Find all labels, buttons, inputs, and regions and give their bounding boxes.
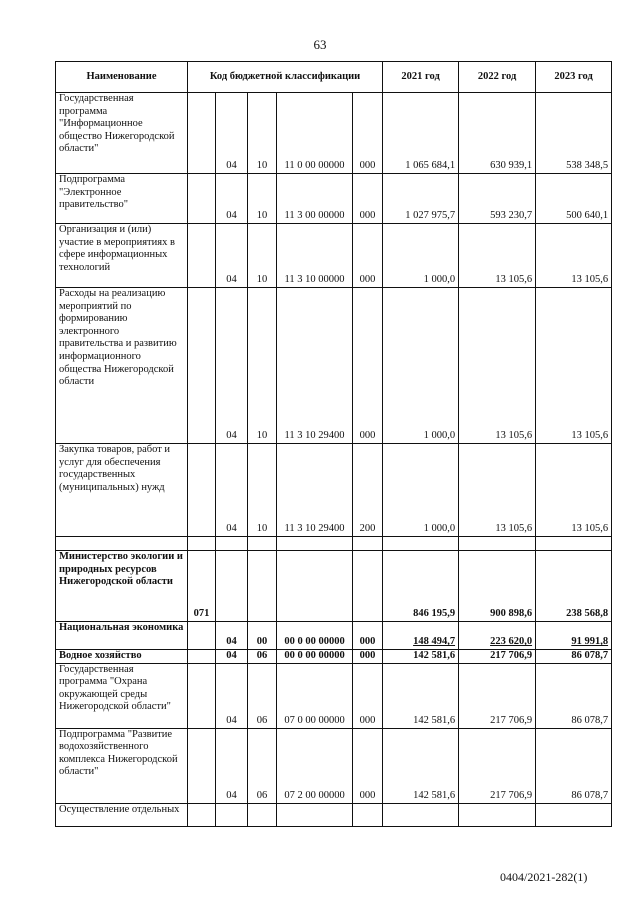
subsection-code: 10 (248, 93, 277, 174)
value-2023-text: 538 348,5 (566, 160, 609, 172)
subsection-code (248, 537, 277, 551)
subsection-code: 06 (248, 728, 277, 803)
ministry-code (188, 663, 216, 728)
subsection-code (248, 551, 277, 622)
expense-type-code: 000 (353, 288, 383, 444)
table-row (56, 728, 612, 803)
table-row (56, 663, 612, 728)
section-code: 04 (216, 174, 248, 224)
value-2023-text: 86 078,7 (571, 790, 609, 801)
section-code: 04 (216, 663, 248, 728)
ministry-code (188, 728, 216, 803)
row-name: Осуществление отдельных (56, 803, 188, 826)
page-number: 63 (313, 37, 327, 52)
ministry-code (188, 537, 216, 551)
ministry-code: 071 (188, 551, 216, 622)
expense-type-code: 000 (353, 663, 383, 728)
value-2023 (536, 174, 612, 224)
table-row (56, 288, 612, 444)
expense-type-code: 000 (353, 93, 383, 174)
value-2021-text: 1 000,0 (423, 523, 456, 535)
target-article-code: 11 3 10 00000 (277, 224, 353, 288)
expense-type-code: 000 (353, 650, 383, 664)
section-code: 04 (216, 224, 248, 288)
subsection-code: 06 (248, 650, 277, 664)
value-2023-text: 13 105,6 (571, 523, 609, 535)
target-article-code: 11 3 10 29400 (277, 444, 353, 537)
header-name: Наименование (56, 62, 188, 93)
expense-type-code: 000 (353, 224, 383, 288)
value-2021 (383, 622, 459, 650)
subsection-code: 10 (248, 174, 277, 224)
section-code: 04 (216, 444, 248, 537)
value-2022 (459, 224, 536, 288)
target-article-code: 00 0 00 00000 (277, 650, 353, 664)
table-row (56, 650, 612, 664)
value-2023 (536, 728, 612, 803)
target-article-code: 11 3 00 00000 (277, 174, 353, 224)
subsection-code: 06 (248, 663, 277, 728)
target-article-code (277, 803, 353, 826)
target-article-code: 07 2 00 00000 (277, 728, 353, 803)
value-2021-text: 1 000,0 (423, 274, 456, 286)
expense-type-code (353, 537, 383, 551)
value-2022-text: 900 898,6 (490, 608, 533, 620)
ministry-code (188, 803, 216, 826)
value-2021 (383, 728, 459, 803)
value-2021 (383, 224, 459, 288)
value-2022 (459, 803, 536, 826)
value-2022-text: 13 105,6 (495, 274, 533, 286)
value-2022-text: 217 706,9 (490, 715, 533, 726)
value-2022-text: 217 706,9 (490, 790, 533, 801)
expense-type-code: 000 (353, 728, 383, 803)
table-row (56, 93, 612, 174)
header-2022: 2022 год (459, 62, 536, 93)
value-2021-text: 142 581,6 (413, 715, 456, 726)
value-2023-text: 13 105,6 (571, 274, 609, 286)
value-2022 (459, 93, 536, 174)
value-2022-text: 13 105,6 (495, 523, 533, 535)
value-2021 (383, 174, 459, 224)
section-code (216, 551, 248, 622)
ministry-code (188, 93, 216, 174)
header-2021: 2021 год (383, 62, 459, 93)
value-2022 (459, 551, 536, 622)
value-2022-text: 593 230,7 (490, 210, 533, 222)
value-2022-text: 217 706,9 (490, 650, 533, 661)
section-code: 04 (216, 93, 248, 174)
ministry-code (188, 288, 216, 444)
section-code: 04 (216, 622, 248, 650)
document-code: 0404/2021-282(1) (500, 870, 588, 884)
target-article-code: 11 3 10 29400 (277, 288, 353, 444)
section-code: 04 (216, 650, 248, 664)
row-name (56, 537, 188, 551)
value-2021-text: 142 581,6 (413, 790, 456, 801)
value-2023 (536, 551, 612, 622)
subsection-code: 10 (248, 288, 277, 444)
row-name: Подпрограмма "Развитие водохозяйственного комплекса Нижегородской области" (56, 728, 188, 803)
value-2021 (383, 663, 459, 728)
value-2022 (459, 622, 536, 650)
row-name: Закупка товаров, работ и услуг для обеспечения государственных (муниципальных) нужд (56, 444, 188, 537)
section-code: 04 (216, 288, 248, 444)
value-2023-text: 91 991,8 (571, 636, 609, 648)
value-2021 (383, 803, 459, 826)
value-2023-text: 86 078,7 (571, 715, 609, 726)
ministry-code (188, 174, 216, 224)
value-2021 (383, 650, 459, 664)
budget-table (55, 61, 612, 827)
value-2021-text: 1 065 684,1 (405, 160, 456, 172)
section-code: 04 (216, 728, 248, 803)
target-article-code: 07 0 00 00000 (277, 663, 353, 728)
value-2021 (383, 551, 459, 622)
value-2022 (459, 444, 536, 537)
value-2023 (536, 93, 612, 174)
target-article-code (277, 537, 353, 551)
value-2022 (459, 650, 536, 664)
section-code (216, 537, 248, 551)
value-2022 (459, 728, 536, 803)
value-2022 (459, 174, 536, 224)
table-row (56, 622, 612, 650)
value-2023 (536, 537, 612, 551)
row-name: Государственная программа "Информационное общество Нижегородской области" (56, 93, 188, 174)
expense-type-code: 200 (353, 444, 383, 537)
value-2022 (459, 663, 536, 728)
subsection-code: 10 (248, 224, 277, 288)
value-2022-text: 223 620,0 (490, 636, 533, 648)
table-row (56, 551, 612, 622)
value-2021-text: 1 000,0 (423, 430, 456, 442)
value-2021 (383, 288, 459, 444)
value-2022 (459, 288, 536, 444)
value-2022-text: 630 939,1 (490, 160, 533, 172)
row-name: Подпрограмма "Электронное правительство" (56, 174, 188, 224)
table-row (56, 537, 612, 551)
expense-type-code (353, 551, 383, 622)
ministry-code (188, 650, 216, 664)
value-2023-text: 13 105,6 (571, 430, 609, 442)
subsection-code: 00 (248, 622, 277, 650)
subsection-code (248, 803, 277, 826)
value-2023 (536, 444, 612, 537)
table-row (56, 803, 612, 826)
value-2023-text: 86 078,7 (571, 650, 609, 661)
row-name: Государственная программа "Охрана окружающей среды Нижегородской области" (56, 663, 188, 728)
table-row (56, 224, 612, 288)
expense-type-code: 000 (353, 174, 383, 224)
value-2021 (383, 444, 459, 537)
table-row (56, 444, 612, 537)
row-name: Организация и (или) участие в мероприятиях в сфере информационных технологий (56, 224, 188, 288)
value-2021-text: 1 027 975,7 (405, 210, 456, 222)
value-2023 (536, 622, 612, 650)
header-2023: 2023 год (536, 62, 612, 93)
table-header-row (56, 62, 612, 93)
value-2023-text: 500 640,1 (566, 210, 609, 222)
section-code (216, 803, 248, 826)
target-article-code: 00 0 00 00000 (277, 622, 353, 650)
ministry-code (188, 444, 216, 537)
ministry-code (188, 622, 216, 650)
row-name: Водное хозяйство (56, 650, 188, 664)
value-2021-text: 142 581,6 (413, 650, 456, 661)
header-code: Код бюджетной классификации (188, 62, 383, 93)
row-name: Расходы на реализацию мероприятий по формированию электронного правительства и развитию информационного общества Нижегородской области (56, 288, 188, 444)
value-2023 (536, 288, 612, 444)
expense-type-code (353, 803, 383, 826)
table-row (56, 174, 612, 224)
value-2023 (536, 803, 612, 826)
value-2021 (383, 93, 459, 174)
table-body (56, 93, 612, 827)
value-2021-text: 148 494,7 (413, 636, 456, 648)
value-2021-text: 846 195,9 (413, 608, 456, 620)
target-article-code (277, 551, 353, 622)
value-2022-text: 13 105,6 (495, 430, 533, 442)
value-2023-text: 238 568,8 (566, 608, 609, 620)
ministry-code (188, 224, 216, 288)
subsection-code: 10 (248, 444, 277, 537)
row-name: Министерство экологии и природных ресурсов Нижегородской области (56, 551, 188, 622)
expense-type-code: 000 (353, 622, 383, 650)
value-2023 (536, 650, 612, 664)
value-2023 (536, 663, 612, 728)
value-2021 (383, 537, 459, 551)
value-2023 (536, 224, 612, 288)
target-article-code: 11 0 00 00000 (277, 93, 353, 174)
value-2022 (459, 537, 536, 551)
row-name: Национальная экономика (56, 622, 188, 650)
